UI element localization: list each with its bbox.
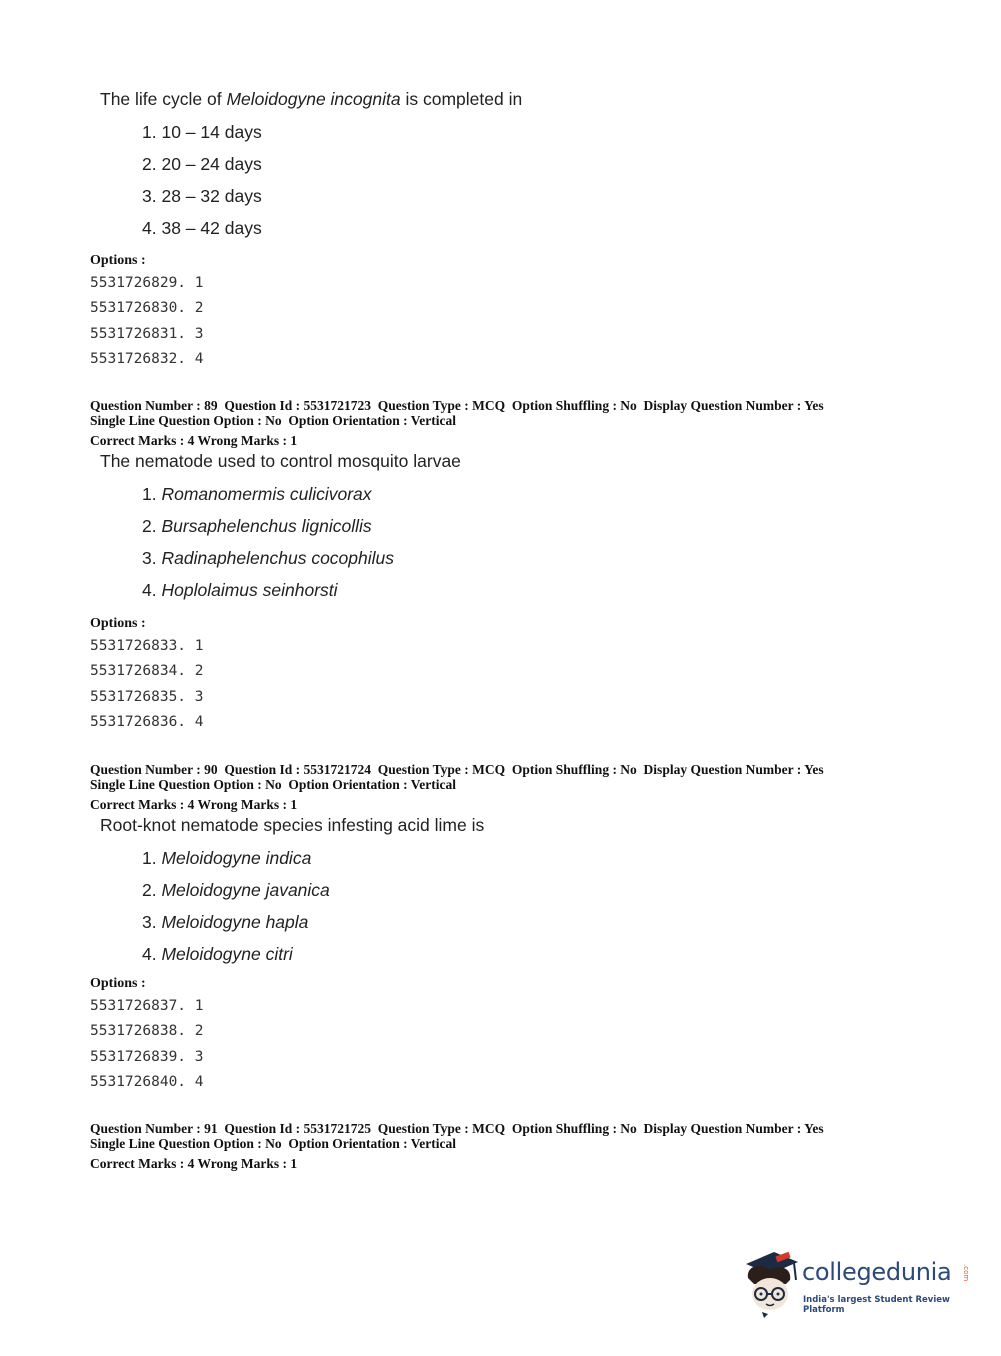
option-id: 5531726834. 2 — [90, 663, 204, 680]
option-item: 2. 20 – 24 days — [142, 154, 262, 174]
marks-line: Correct Marks : 4 Wrong Marks : 1 — [90, 1156, 298, 1171]
option-id: 5531726836. 4 — [90, 713, 204, 730]
option-id: 5531726833. 1 — [90, 638, 204, 654]
logo-domain-suffix: .com — [962, 1264, 970, 1282]
option-id-list — [90, 273, 204, 374]
option-item: 2. Meloidogyne javanica — [142, 880, 330, 900]
meta-line: Question Number : 91 Question Id : 5531721725 Question Type : MCQ Option Shuffling : No Display Question Number : Yes — [90, 1121, 824, 1136]
mascot-icon — [740, 1250, 800, 1320]
question-meta — [90, 1121, 890, 1171]
meta-line: Question Number : 90 Question Id : 5531721724 Question Type : MCQ Option Shuffling : No Display Question Number : Yes — [90, 762, 824, 777]
option-id: 5531726830. 2 — [90, 300, 204, 317]
option-item: 4. Hoplolaimus seinhorsti — [142, 580, 338, 600]
option-id: 5531726837. 1 — [90, 998, 204, 1014]
option-id: 5531726840. 4 — [90, 1073, 204, 1090]
meta-line: Single Line Question Option : No Option Orientation : Vertical — [90, 413, 457, 428]
option-id: 5531726835. 3 — [90, 688, 204, 705]
option-id: 5531726832. 4 — [90, 350, 204, 367]
question-text: The life cycle of Meloidogyne incognita is completed in — [100, 89, 523, 109]
option-list — [142, 121, 262, 249]
option-id-list — [90, 996, 204, 1097]
options-label: Options : — [90, 976, 146, 991]
option-item: 3. 28 – 32 days — [142, 186, 262, 206]
question-text: Root-knot nematode species infesting acid lime is — [100, 815, 485, 835]
option-item: 1. Romanomermis culicivorax — [142, 484, 372, 504]
option-item: 3. Meloidogyne hapla — [142, 912, 309, 932]
meta-line: Question Number : 89 Question Id : 5531721723 Question Type : MCQ Option Shuffling : No Display Question Number : Yes — [90, 398, 824, 413]
option-id: 5531726829. 1 — [90, 275, 204, 291]
option-item: 1. Meloidogyne indica — [142, 848, 312, 868]
option-item: 2. Bursaphelenchus lignicollis — [142, 516, 372, 536]
meta-line: Single Line Question Option : No Option Orientation : Vertical — [90, 777, 457, 792]
marks-line: Correct Marks : 4 Wrong Marks : 1 — [90, 433, 298, 448]
option-item: 1. 10 – 14 days — [142, 122, 262, 142]
option-item: 4. Meloidogyne citri — [142, 944, 293, 964]
option-id: 5531726839. 3 — [90, 1048, 204, 1065]
meta-line: Single Line Question Option : No Option Orientation : Vertical — [90, 1136, 457, 1151]
marks-line: Correct Marks : 4 Wrong Marks : 1 — [90, 797, 298, 812]
option-item: 3. Radinaphelenchus cocophilus — [142, 548, 395, 568]
options-label: Options : — [90, 616, 146, 631]
question-meta — [90, 762, 890, 812]
option-list — [142, 847, 330, 975]
options-label: Options : — [90, 253, 146, 268]
option-list — [142, 483, 394, 611]
option-item: 4. 38 – 42 days — [142, 218, 262, 238]
option-id: 5531726838. 2 — [90, 1023, 204, 1040]
option-id-list — [90, 636, 204, 737]
logo-name: collegedunia — [802, 1258, 952, 1286]
question-text: The nematode used to control mosquito larvae — [100, 451, 461, 471]
option-id: 5531726831. 3 — [90, 325, 204, 342]
collegedunia-logo — [740, 1250, 970, 1320]
logo-tagline: India's largest Student Review Platform — [803, 1295, 950, 1315]
question-meta — [90, 398, 890, 448]
